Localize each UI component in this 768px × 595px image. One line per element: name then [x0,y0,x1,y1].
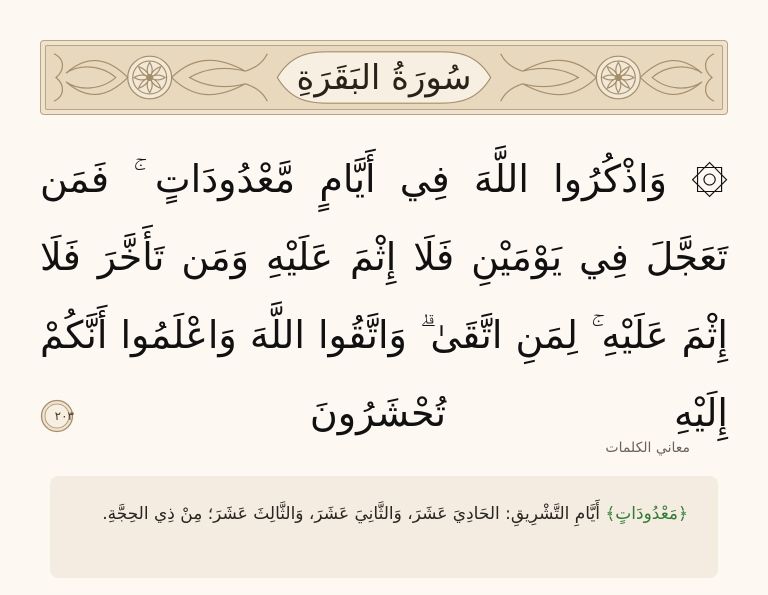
ayah-number: ٢٠٣ [54,408,74,423]
right-flower-ornament [501,54,714,101]
surah-title: سُورَةُ البَقَرَةِ [296,57,472,98]
ayah-number-marker [40,399,74,433]
surah-header-frame [40,40,728,115]
left-flower-ornament [54,54,267,101]
verse-text: ۞ وَاذْكُرُوا اللَّهَ فِي أَيَّامٍ مَّعْدُودَاتٍ ۚ فَمَن تَعَجَّلَ فِي يَوْمَيْنِ فَلَا إِثْمَ عَلَيْهِ وَمَن تَأَخَّرَ فَلَا إِثْمَ عَلَيْهِ ۚ لِمَنِ اتَّقَىٰ ۗ وَاتَّقُوا اللَّهَ وَاعْلَمُوا أَنَّكُمْ إِلَيْهِ تُحْشَرُونَ [40,157,728,435]
word-meanings-heading: معاني الكلمات [605,440,690,456]
meaning-definition: أَيَّامِ التَّشْرِيقِ: الحَادِيَ عَشَرَ، وَالثَّانِيَ عَشَرَ، وَالثَّالِثَ عَشَرَ؛ مِنْ ذِي الحِجَّةِ. [102,504,606,524]
verse-block [40,140,728,435]
word-meanings-card [50,476,718,578]
surah-header-inner [45,45,723,110]
meaning-term[interactable]: ﴿مَعْدُودَاتٍ﴾ [605,504,688,524]
